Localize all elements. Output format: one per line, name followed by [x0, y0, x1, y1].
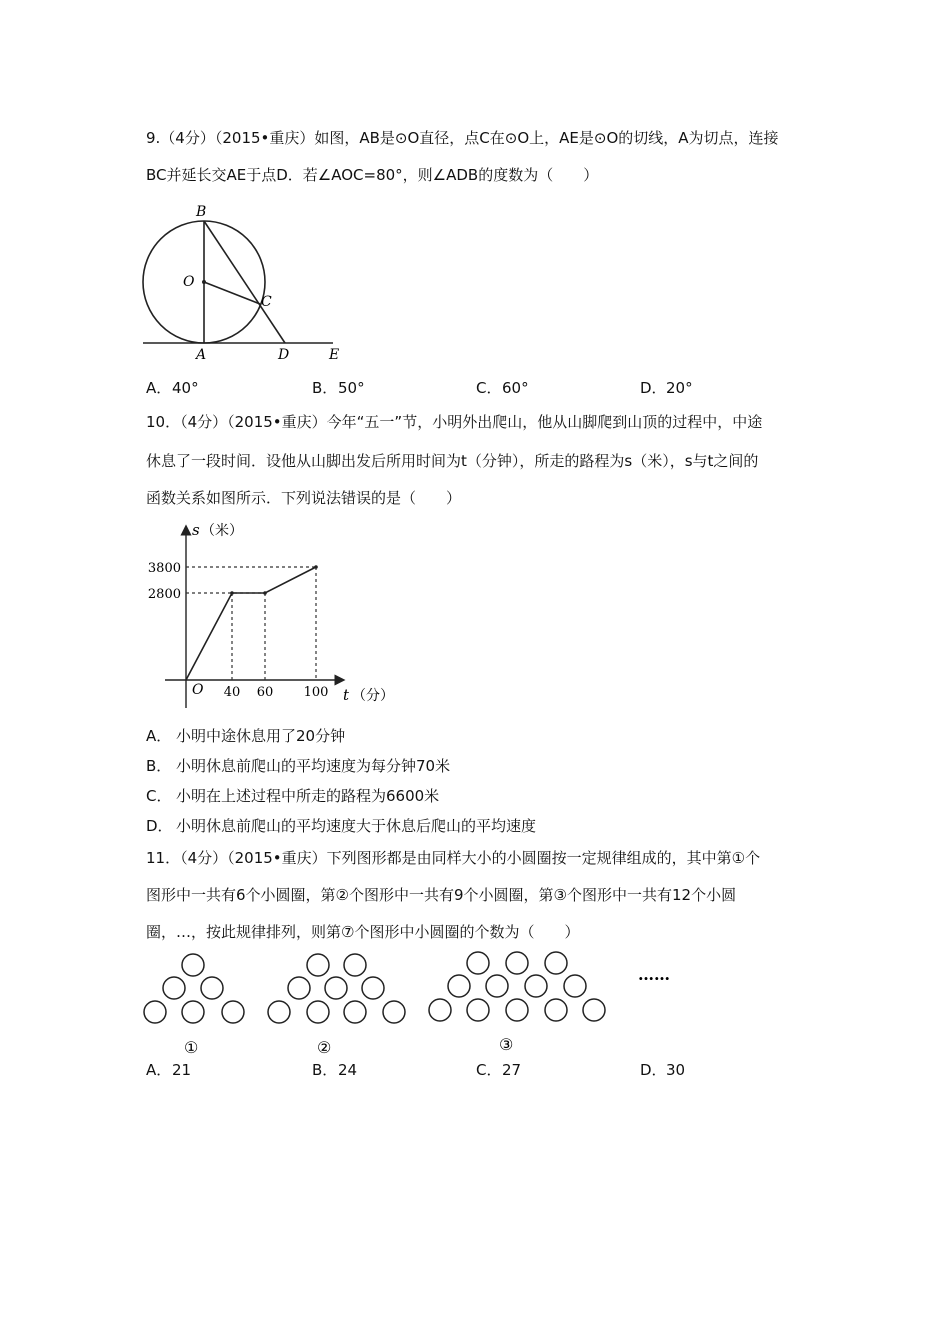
- chart-marks: [148, 561, 329, 700]
- x-tick-60: 60: [256, 685, 274, 700]
- data-point-40: [230, 591, 234, 595]
- pattern-label-2: ②: [317, 1038, 332, 1057]
- pattern-1: [144, 954, 244, 1023]
- q10-line-2: 休息了一段时间．设他从山脚出发后所用时间为t（分钟），所走的路程为s（米），s与t之间的: [146, 452, 759, 470]
- q10-option-a[interactable]: A． 小明中途休息用了20分钟: [146, 727, 346, 745]
- q11-line-1: 11．（4分）（2015•重庆）下列图形都是由同样大小的小圆圈按一定规律组成的，其中第①个: [146, 849, 761, 867]
- line-bd: [204, 221, 285, 343]
- q9-line-2: BC并延长交AE于点D．若∠AOC=80°，则∠ADB的度数为（ ）: [146, 166, 599, 184]
- y-axis-var: s: [192, 521, 200, 539]
- x-tick-100: 100: [303, 685, 329, 700]
- y-axis-unit: （米）: [201, 523, 243, 539]
- q10-line-1: 10．（4分）（2015•重庆）今年“五一”节，小明外出爬山，他从山脚爬到山顶的过程中，中途: [146, 413, 763, 431]
- label-b: B: [196, 204, 207, 220]
- label-d: D: [278, 347, 290, 363]
- q11-option-a[interactable]: A．21: [146, 1061, 192, 1079]
- q9-line-1: 9.（4分）（2015•重庆）如图，AB是⊙O直径，点C在⊙O上，AE是⊙O的切线，A为切点，连接: [146, 129, 779, 147]
- q10-line-3: 函数关系如图所示．下列说法错误的是（ ）: [146, 489, 462, 507]
- data-point-60: [263, 591, 267, 595]
- origin-label: O: [192, 682, 204, 698]
- q11-line-2: 图形中一共有6个小圆圈，第②个图形中一共有9个小圆圈，第③个图形中一共有12个小圆: [146, 886, 737, 904]
- pattern-ellipsis: ……: [638, 965, 670, 984]
- x-tick-40: 40: [223, 685, 241, 700]
- q9-option-d[interactable]: D．20°: [640, 379, 693, 397]
- q9-option-c[interactable]: C．60°: [476, 379, 529, 397]
- q11-options: [146, 1059, 706, 1079]
- q10-distance-time-graph: [140, 515, 400, 715]
- q11-line-3: 圈，…，按此规律排列，则第⑦个图形中小圆圈的个数为（ ）: [146, 923, 580, 941]
- q11-circle-patterns: [140, 945, 680, 1060]
- pattern-label-3: ③: [499, 1035, 514, 1054]
- q11-option-d[interactable]: D．30: [640, 1061, 686, 1079]
- y-tick-2800: 2800: [147, 587, 181, 602]
- pattern-2: [268, 954, 405, 1023]
- pattern-3: [429, 952, 605, 1021]
- pattern-label-1: ①: [184, 1038, 199, 1057]
- q11-option-b[interactable]: B．24: [312, 1061, 358, 1079]
- x-axis-unit: （分）: [352, 688, 394, 704]
- q9-circle-figure: [140, 200, 360, 365]
- q9-options: [146, 377, 706, 397]
- label-a: A: [196, 347, 207, 363]
- label-c: C: [261, 294, 272, 310]
- q11-option-c[interactable]: C．27: [476, 1061, 522, 1079]
- q10-option-c[interactable]: C． 小明在上述过程中所走的路程为6600米: [146, 787, 440, 805]
- q9-option-b[interactable]: B．50°: [312, 379, 365, 397]
- y-tick-3800: 3800: [147, 561, 181, 576]
- q9-option-a[interactable]: A．40°: [146, 379, 199, 397]
- q10-option-d[interactable]: D． 小明休息前爬山的平均速度大于休息后爬山的平均速度: [146, 817, 537, 835]
- q10-option-b[interactable]: B． 小明休息前爬山的平均速度为每分钟70米: [146, 757, 451, 775]
- center-dot: [202, 280, 206, 284]
- series-line: [186, 567, 316, 680]
- x-axis-var: t: [343, 686, 350, 704]
- label-e: E: [329, 347, 340, 363]
- data-point-100: [314, 565, 318, 569]
- label-o: O: [183, 274, 195, 290]
